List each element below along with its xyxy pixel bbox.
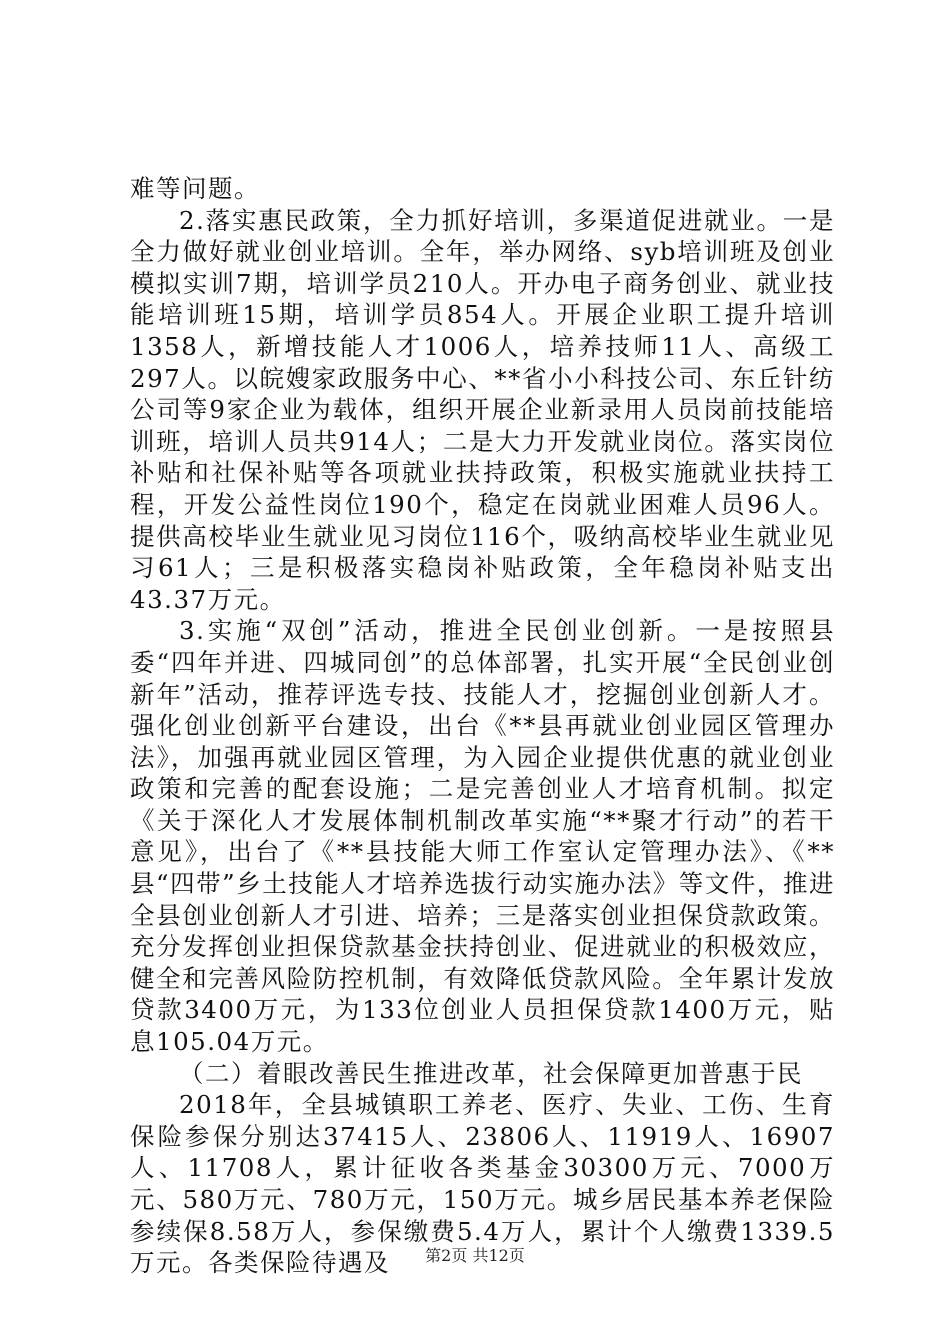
paragraph-employment-training: 2.落实惠民政策，全力抓好培训，多渠道促进就业。一是全力做好就业创业培训。全年，举办网络、syb培训班及创业模拟实训7期，培训学员210人。开办电子商务创业、就业技能培训班15期，培训学员854人。开展企业职工提升培训1358人，新增技能人才1006人，培养技师11人、高级工297人。以皖嫂家政服务中心、**省小小科技公司、东丘针纺公司等9家企业为载体，组织开展企业新录用人员岗前技能培训班，培训人员共914人；二是大力开发就业岗位。落实岗位补贴和社保补贴等各项就业扶持政策，积极实施就业扶持工程，开发公益性岗位190个，稳定在岗就业困难人员96人。提供高校毕业生就业见习岗位116个，吸纳高校毕业生就业见习61人；三是积极落实稳岗补贴政策，全年稳岗补贴支出43.37万元。	[130, 205, 835, 614]
paragraph-continuation: 难等问题。	[130, 174, 260, 203]
document-body	[130, 173, 835, 1279]
paragraph-insurance: 2018年，全县城镇职工养老、医疗、失业、工伤、生育保险参保分别达37415人、23806人、11919人、16907人、11708人，累计征收各类基金30300万元、7000万元、580万元、780万元，150万元。城乡居民基本养老保险参续保8.58万人，参保缴费5.4万人，累计个人缴费1339.5万元。各类保险待遇及	[130, 1090, 835, 1278]
paragraph-entrepreneurship: 3.实施“双创”活动，推进全民创业创新。一是按照县委“四年并进、四城同创”的总体部署，扎实开展“全民创业创新年”活动，推荐评选专技、技能人才，挖掘创业创新人才。强化创业创新平台建设，出台《**县再就业创业园区管理办法》，加强再就业园区管理，为入园企业提供优惠的就业创业政策和完善的配套设施；二是完善创业人才培育机制。拟定《关于深化人才发展体制机制改革实施“**聚才行动”的若干意见》，出台了《**县技能大师工作室认定管理办法》、《**县“四带”乡土技能人才培养选拔行动实施办法》等文件，推进全县创业创新人才引进、培养；三是落实创业担保贷款政策。充分发挥创业担保贷款基金扶持创业、促进就业的积极效应，健全和完善风险防控机制，有效降低贷款风险。全年累计发放贷款3400万元，为133位创业人员担保贷款1400万元，贴息105.04万元。	[130, 616, 835, 1057]
page-number-footer: 第2页 共12页	[425, 1246, 525, 1265]
section-heading-social-security: （二）着眼改善民生推进改革，社会保障更加普惠于民	[179, 1058, 803, 1088]
